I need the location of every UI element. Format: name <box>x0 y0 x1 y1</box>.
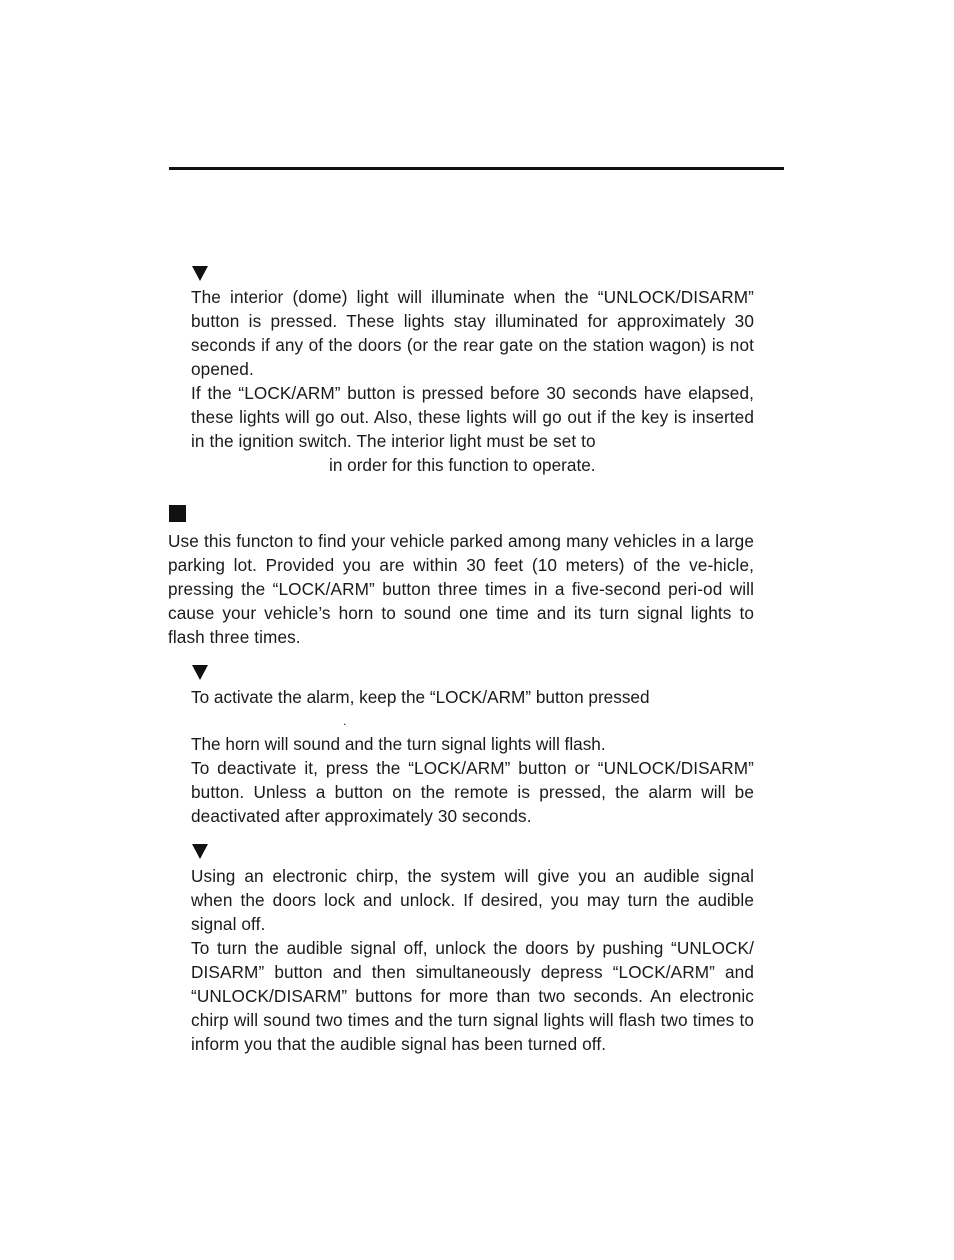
triangle-bullet-icon <box>192 266 208 281</box>
square-bullet-icon <box>169 505 186 522</box>
paragraph-find-vehicle: Use this functon to find your vehicle parked among many vehicles in a large parking lot. Provided you are within 30 feet (10 meters) of the ve-hicle, pressing the “LOCK/ARM” button three times in a five-second peri-od will cause your vehicle’s horn to sound one time and its turn signal lights to flash three times. <box>168 531 754 647</box>
paragraph-chirp: Using an electronic chirp, the system will give you an audible signal when the doors lock and unlock. If desired, you may turn the audible signal off. <box>191 866 754 934</box>
triangle-bullet-icon <box>192 665 208 680</box>
triangle-bullet-icon <box>192 844 208 859</box>
alarm-activate-text: To activate the alarm, keep the “LOCK/ARM” button pressed <box>191 687 650 707</box>
alarm-horn-text: The horn will sound and the turn signal lights will flash. <box>191 734 606 754</box>
alarm-activate-text-end: . <box>343 714 347 728</box>
paragraph-chirp-off: To turn the audible signal off, unlock the doors by pushing “UNLOCK/ DISARM” button and then simultaneously depress “LOCK/ARM” and “UNLOCK/DISARM” buttons for more than two seconds. An electronic chirp will sound two times and the turn signal lights will flash two times to inform you that the audible signal has been turned off. <box>191 938 754 1054</box>
paragraph-lock-arm-lights: If the “LOCK/ARM” button is pressed before 30 seconds have elapsed, these lights will go out. Also, these lights will go out if the key is inserted in the ignition switch. The interior light must be set to <box>191 383 754 451</box>
paragraph-lock-arm-lights-end: in order for this function to operate. <box>329 455 596 475</box>
paragraph-dome-light: The interior (dome) light will illuminate when the “UNLOCK/DISARM” button is pressed. These lights stay illuminated for approximately 30 seconds if any of the doors (or the rear gate on the station wagon) is not opened. <box>191 287 754 379</box>
paragraph-alarm-deactivate: To deactivate it, press the “LOCK/ARM” button or “UNLOCK/DISARM” button. Unless a button on the remote is pressed, the alarm will be deactivated after approximately 30 seconds. <box>191 758 754 826</box>
header-rule <box>169 167 784 170</box>
